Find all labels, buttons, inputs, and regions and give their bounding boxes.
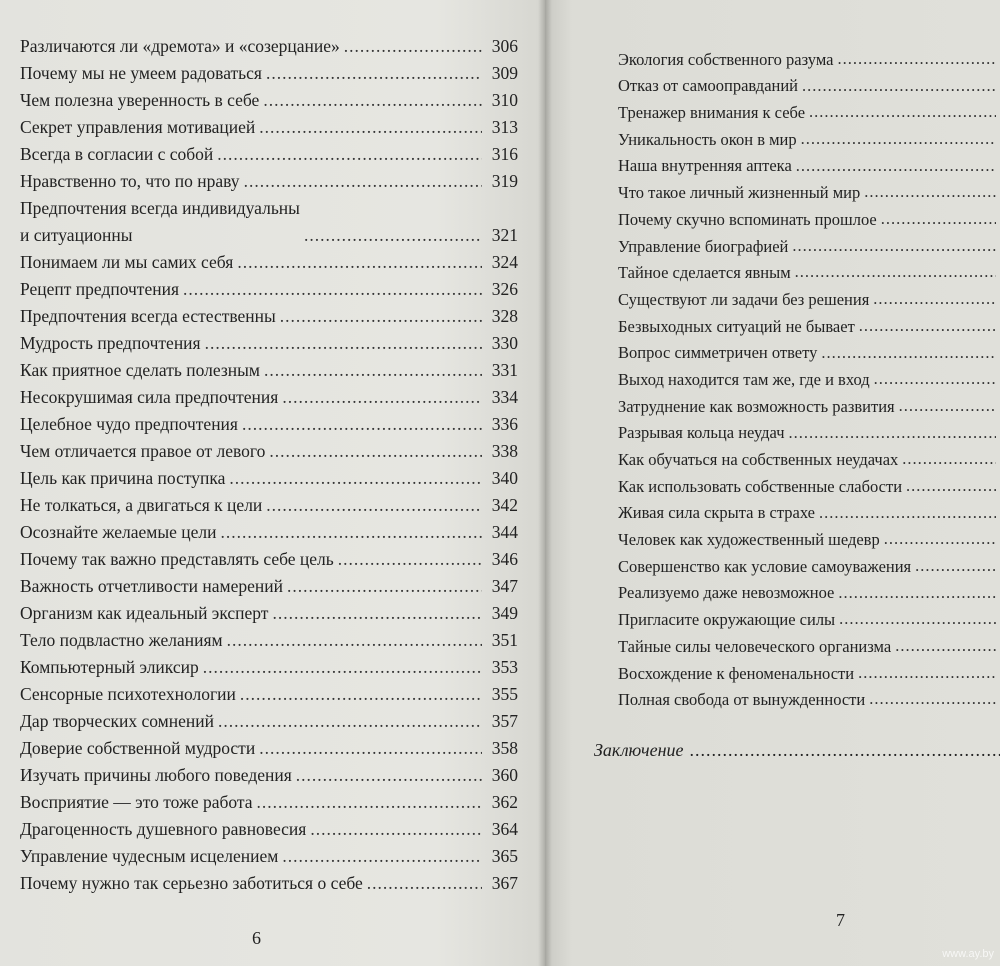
dot-leader — [218, 708, 482, 735]
toc-entry-title: Секрет управления мотивацией — [20, 117, 256, 137]
toc-entry — [618, 73, 1000, 100]
toc-entry — [20, 249, 518, 276]
toc-entry-title: Рецепт предпочтения — [20, 279, 180, 299]
dot-leader — [257, 789, 482, 816]
toc-entry — [618, 313, 1000, 340]
toc-entry — [20, 762, 518, 789]
toc-entry-title: Вопрос симметричен ответу — [618, 343, 818, 363]
dot-leader — [902, 446, 996, 473]
toc-entry-title: Несокрушимая сила предпочтения — [20, 387, 279, 407]
toc-entry-title: Как использовать собственные слабости — [618, 476, 903, 496]
toc-entry — [20, 546, 518, 573]
toc-entry — [20, 33, 518, 60]
toc-entry-title: Безвыходных ситуаций не бывает — [618, 316, 855, 336]
toc-entry-title: Не толкаться, а двигаться к цели — [20, 495, 263, 515]
toc-entry-page-number: 344 — [491, 522, 518, 542]
toc-entry-title: Организм как идеальный эксперт — [20, 603, 269, 623]
toc-entry-title: Тренажер внимания к себе — [618, 103, 806, 123]
dot-leader — [227, 627, 482, 654]
toc-entry-title: Затруднение как возможность развития — [618, 396, 895, 416]
toc-entry-page-number: 313 — [491, 117, 518, 137]
toc-entry — [618, 206, 1000, 233]
toc-entry — [618, 687, 1000, 714]
dot-leader — [906, 473, 996, 500]
toc-entry — [20, 384, 518, 411]
toc-entry — [618, 580, 1000, 607]
dot-leader — [915, 553, 996, 580]
toc-entry — [618, 660, 1000, 687]
toc-entry-title: Реализуемо даже невозможное — [618, 583, 835, 603]
toc-entry-title: Управление биографией — [618, 236, 789, 256]
toc-entry-title: Уникальность окон в мир — [618, 129, 797, 149]
dot-leader — [899, 393, 996, 420]
toc-entry — [618, 500, 1000, 527]
toc-entry-title: Дар творческих сомнений — [20, 711, 214, 731]
toc-entry-title: Отказ от самооправданий — [618, 76, 799, 96]
dot-leader — [282, 843, 482, 870]
toc-entry — [20, 789, 518, 816]
toc-entry — [618, 340, 1000, 367]
toc-entry-page-number: 334 — [491, 387, 518, 407]
toc-entry-title: Понимаем ли мы самих себя — [20, 252, 234, 272]
dot-leader — [864, 179, 996, 206]
dot-leader — [792, 233, 996, 260]
toc-entry-title: Тело подвластно желаниям — [20, 630, 223, 650]
toc-entry-title: Существуют ли задачи без решения — [618, 289, 870, 309]
toc-entry-page-number: 360 — [491, 765, 518, 785]
toc-entry — [618, 366, 1000, 393]
toc-entry — [618, 233, 1000, 260]
toc-entry-page-number: 336 — [491, 414, 518, 434]
toc-entry-title: Почему скучно вспоминать прошлое — [618, 209, 877, 229]
toc-entry-title: Почему мы не умеем радоваться — [20, 63, 262, 83]
toc-entry-title: Компьютерный эликсир — [20, 657, 199, 677]
toc-entry-page-number: 351 — [491, 630, 518, 650]
dot-leader — [690, 740, 1000, 761]
toc-entry-title: Предпочтения всегда индивидуальны и ситуационны — [20, 198, 300, 245]
toc-entry — [20, 681, 518, 708]
dot-leader — [839, 606, 996, 633]
dot-leader — [809, 99, 996, 126]
dot-leader — [266, 492, 482, 519]
toc-entry — [20, 573, 518, 600]
dot-leader — [229, 465, 482, 492]
toc-entry-title: Цель как причина поступка — [20, 468, 226, 488]
toc-entry-page-number: 358 — [491, 738, 518, 758]
toc-entry-page-number: 306 — [491, 36, 518, 56]
dot-leader — [266, 60, 482, 87]
toc-entry-title: Восприятие — это тоже работа — [20, 792, 253, 812]
dot-leader — [338, 546, 482, 573]
dot-leader — [304, 222, 482, 249]
dot-leader — [217, 141, 482, 168]
dot-leader — [367, 870, 482, 897]
toc-entry — [20, 411, 518, 438]
toc-entry-title: Совершенство как условие самоуважения — [618, 556, 912, 576]
dot-leader — [895, 633, 996, 660]
dot-leader — [859, 313, 996, 340]
toc-entry — [618, 633, 1000, 660]
toc-entry — [618, 126, 1000, 153]
toc-entry-page-number: 365 — [491, 846, 518, 866]
toc-entry-page-number: 326 — [491, 279, 518, 299]
toc-entry — [20, 87, 518, 114]
toc-entry-page-number: 321 — [491, 225, 518, 245]
toc-entry — [20, 114, 518, 141]
toc-entry-title: Изучать причины любого поведения — [20, 765, 292, 785]
dot-leader — [310, 816, 482, 843]
toc-entry-title: Почему так важно представлять себе цель — [20, 549, 334, 569]
toc-entry-page-number: 340 — [491, 468, 518, 488]
toc-entry — [20, 330, 518, 357]
toc-entry-title: Человек как художественный шедевр — [618, 530, 880, 550]
toc-entry — [618, 473, 1000, 500]
dot-leader — [819, 500, 996, 527]
dot-leader — [205, 330, 482, 357]
dot-leader — [280, 303, 482, 330]
toc-entry — [20, 492, 518, 519]
toc-entry-title: Тайное сделается явным — [618, 263, 791, 283]
toc-entry — [618, 446, 1000, 473]
toc-entry — [618, 526, 1000, 553]
toc-entry-title: Полная свобода от вынужденности — [618, 690, 866, 710]
dot-leader — [244, 168, 482, 195]
toc-entry — [618, 99, 1000, 126]
dot-leader — [269, 438, 482, 465]
dot-leader — [881, 206, 996, 233]
page-number-right: 7 — [836, 910, 845, 930]
page-number-left: 6 — [252, 928, 261, 948]
toc-entry — [618, 260, 1000, 287]
toc-entry — [20, 438, 518, 465]
toc-entry-page-number: 324 — [491, 252, 518, 272]
toc-entry-title: Доверие собственной мудрости — [20, 738, 256, 758]
toc-left-list — [20, 33, 518, 897]
dot-leader — [237, 249, 482, 276]
toc-entry-page-number: 319 — [491, 171, 518, 191]
dot-leader — [183, 276, 482, 303]
watermark: www.ay.by — [942, 948, 994, 960]
dot-leader — [796, 153, 996, 180]
toc-entry-page-number: 331 — [491, 360, 518, 380]
toc-entry-title: Сенсорные психотехнологии — [20, 684, 236, 704]
toc-entry-title: Чем отличается правое от левого — [20, 441, 266, 461]
dot-leader — [263, 87, 482, 114]
toc-entry — [618, 553, 1000, 580]
dot-leader — [789, 420, 996, 447]
toc-entry — [20, 60, 518, 87]
toc-entry-title: Различаются ли «дремота» и «созерцание» — [20, 36, 340, 56]
dot-leader — [259, 735, 482, 762]
toc-entry — [618, 420, 1000, 447]
toc-entry-page-number: 330 — [491, 333, 518, 353]
dot-leader — [795, 260, 996, 287]
toc-entry-title: Как обучаться на собственных неудачах — [618, 450, 899, 469]
toc-entry-page-number: 316 — [491, 144, 518, 164]
toc-entry — [618, 286, 1000, 313]
dot-leader — [242, 411, 482, 438]
toc-entry-page-number: 355 — [491, 684, 518, 704]
dot-leader — [884, 526, 996, 553]
toc-conclusion — [594, 740, 1000, 761]
toc-entry — [20, 303, 518, 330]
dot-leader — [858, 660, 996, 687]
toc-entry — [618, 179, 1000, 206]
toc-entry-title: Нравственно то, что по нраву — [20, 171, 240, 191]
toc-entry-title: Целебное чудо предпочтения — [20, 414, 238, 434]
toc-entry-title: Как приятное сделать полезным — [20, 360, 260, 380]
toc-entry-title: Пригласите окружающие силы — [618, 610, 836, 630]
dot-leader — [203, 654, 482, 681]
toc-entry — [20, 168, 518, 195]
conclusion-title: Заключение — [594, 740, 684, 760]
toc-entry — [20, 195, 518, 249]
toc-entry — [618, 393, 1000, 420]
dot-leader — [264, 357, 482, 384]
dot-leader — [296, 762, 482, 789]
toc-entry — [20, 843, 518, 870]
toc-entry — [20, 276, 518, 303]
toc-entry-title: Важность отчетливости намерений — [20, 576, 283, 596]
dot-leader — [802, 73, 996, 100]
toc-entry-title: Выход находится там же, где и вход — [618, 369, 870, 389]
toc-entry-page-number: 338 — [491, 441, 518, 461]
dot-leader — [282, 384, 482, 411]
toc-entry-title: Осознайте желаемые цели — [20, 522, 217, 542]
toc-entry — [20, 627, 518, 654]
dot-leader — [801, 126, 996, 153]
dot-leader — [821, 340, 996, 367]
toc-entry-title: Наша внутренняя аптека — [618, 156, 792, 176]
toc-entry-title: Тайные силы человеческого организма — [618, 636, 892, 656]
toc-entry-title: Что такое личный жизненный мир — [618, 183, 861, 203]
toc-entry-page-number: 367 — [491, 873, 518, 893]
toc-entry-page-number: 364 — [491, 819, 518, 839]
toc-entry-page-number: 362 — [491, 792, 518, 812]
toc-entry-page-number: 328 — [491, 306, 518, 326]
dot-leader — [344, 33, 482, 60]
dot-leader — [220, 519, 482, 546]
toc-entry-title: Разрывая кольца неудач — [618, 423, 785, 443]
toc-entry — [20, 465, 518, 492]
toc-entry — [618, 606, 1000, 633]
toc-entry-title: Чем полезна уверенность в себе — [20, 90, 260, 110]
toc-entry-page-number: 342 — [491, 495, 518, 515]
toc-entry-page-number: 347 — [491, 576, 518, 596]
dot-leader — [259, 114, 482, 141]
toc-entry — [618, 153, 1000, 180]
toc-entry — [618, 46, 1000, 73]
toc-entry-page-number: 309 — [491, 63, 518, 83]
toc-entry — [20, 708, 518, 735]
toc-entry-title: Управление чудесным исцелением — [20, 846, 279, 866]
toc-entry-page-number: 310 — [491, 90, 518, 110]
toc-entry-page-number: 353 — [491, 657, 518, 677]
toc-entry-title: Экология собственного разума — [618, 49, 834, 69]
book-spine — [538, 0, 552, 966]
toc-entry — [20, 654, 518, 681]
dot-leader — [287, 573, 482, 600]
toc-right-list — [618, 46, 1000, 713]
dot-leader — [838, 46, 997, 73]
dot-leader — [272, 600, 482, 627]
toc-entry — [20, 735, 518, 762]
toc-entry-title: Почему нужно так серьезно заботиться о себе — [20, 873, 363, 893]
toc-entry — [20, 357, 518, 384]
dot-leader — [873, 286, 996, 313]
toc-entry — [20, 141, 518, 168]
dot-leader — [838, 580, 996, 607]
toc-entry-page-number: 357 — [491, 711, 518, 731]
toc-entry-title: Драгоценность душевного равновесия — [20, 819, 307, 839]
toc-entry-page-number: 346 — [491, 549, 518, 569]
toc-entry-title: Мудрость предпочтения — [20, 333, 201, 353]
toc-entry-title: Восхождение к феноменальности — [618, 663, 855, 683]
dot-leader — [240, 681, 482, 708]
toc-entry-page-number: 349 — [491, 603, 518, 623]
toc-entry — [20, 600, 518, 627]
toc-entry-title: Всегда в согласии с собой — [20, 144, 214, 164]
toc-entry-title: Живая сила скрыта в страхе — [618, 503, 815, 523]
toc-entry — [20, 519, 518, 546]
dot-leader — [869, 687, 996, 714]
dot-leader — [874, 366, 996, 393]
toc-entry — [20, 816, 518, 843]
toc-entry-title: Предпочтения всегда естественны — [20, 306, 276, 326]
toc-entry — [20, 870, 518, 897]
